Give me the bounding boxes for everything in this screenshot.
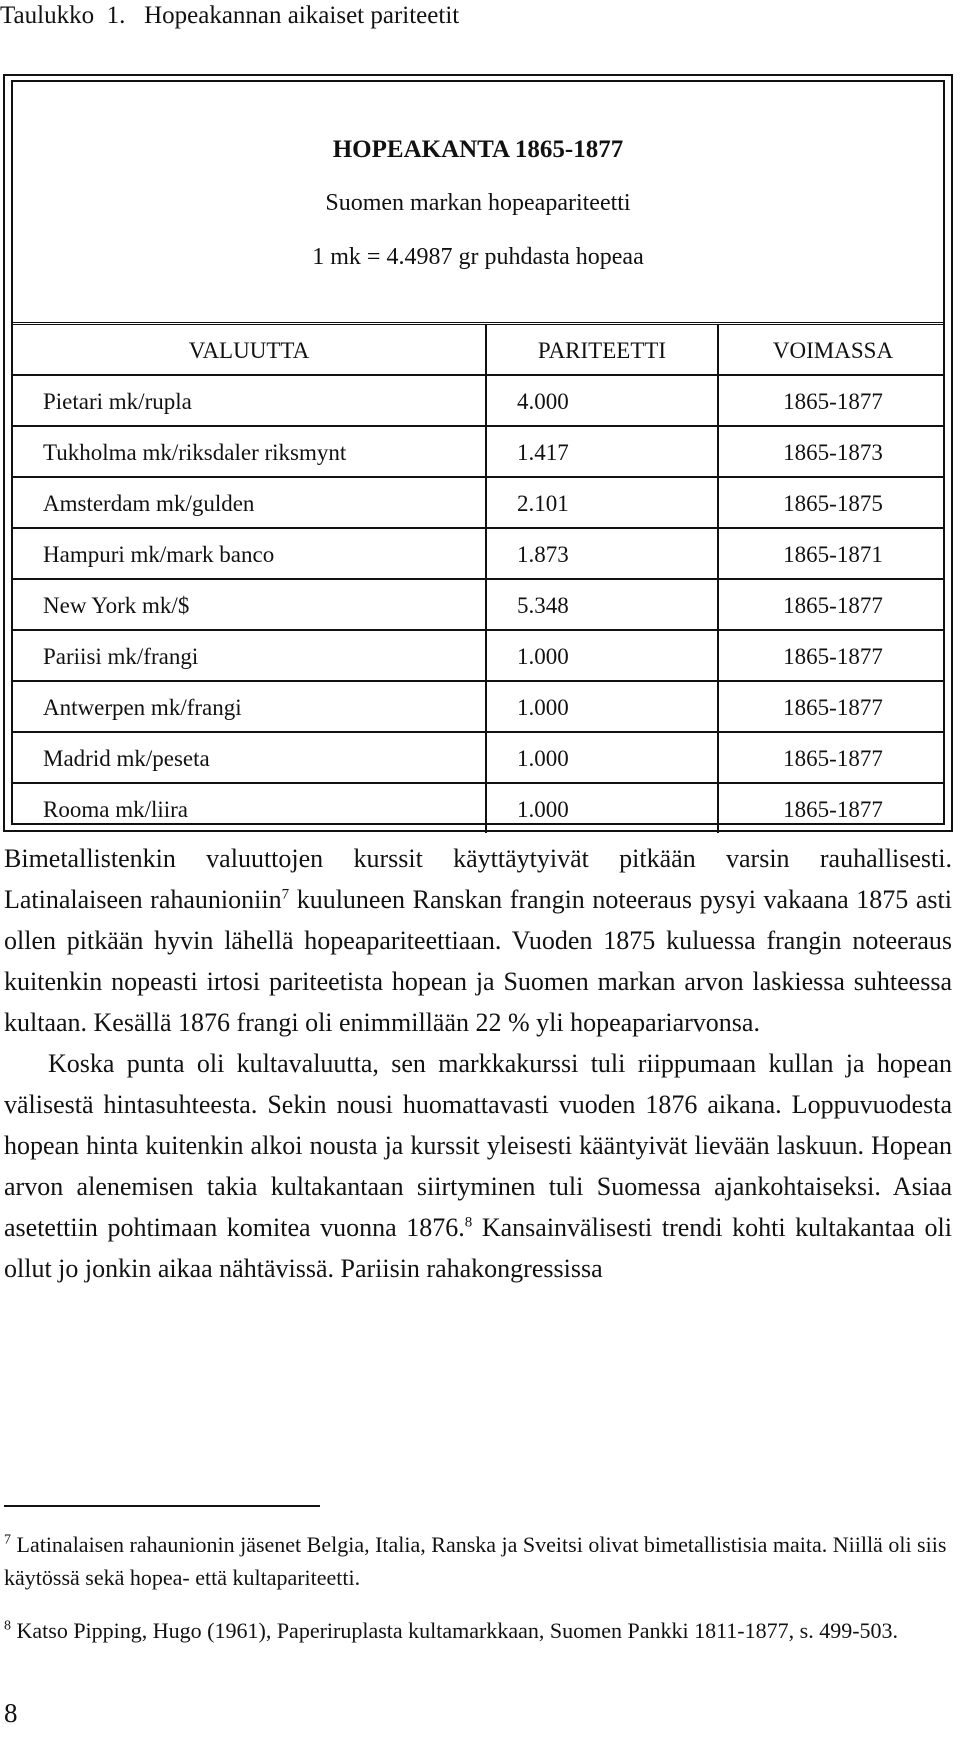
valid-period-cell: 1865-1873 (783, 440, 883, 465)
paragraph-1-text-b: kuuluneen Ranskan frangin noteeraus pysyi vakaana 1875 asti ollen pitkään hyvin lähellä hopeapariteettiaan. Vuoden 1875 kuluessa frangin noteeraus kuitenkin nopeasti irtosi pariteetista hopean ja Suomen markan arvon laskiessa suhteessa kultaan. Kesällä 1876 frangi oli enimmillään 22 % yli hopeapariarvonsa. (4, 885, 952, 1037)
table-row (13, 376, 943, 427)
table-row (13, 529, 943, 580)
valid-period-cell: 1865-1877 (783, 797, 883, 822)
paragraph-2 (4, 1043, 952, 1289)
table-subtitle: Suomen markan hopeapariteetti (325, 190, 631, 216)
currency-cell: Rooma mk/liira (43, 797, 189, 822)
currency-cell: Pietari mk/rupla (43, 389, 192, 414)
footnote-7 (4, 1528, 949, 1594)
table-row (13, 631, 943, 682)
table-row (13, 682, 943, 733)
valid-period-cell: 1865-1871 (783, 542, 883, 567)
parity-cell: 4.000 (485, 376, 719, 425)
currency-cell: Antwerpen mk/frangi (43, 695, 242, 720)
parity-table (3, 74, 953, 832)
column-header-parity: PARITEETTI (485, 325, 719, 374)
valid-period-cell: 1865-1877 (783, 644, 883, 669)
table-header-row (13, 325, 943, 376)
currency-cell: Madrid mk/peseta (43, 746, 210, 771)
parity-table-inner (11, 80, 945, 825)
valid-period-cell: 1865-1877 (783, 746, 883, 771)
table-grid (13, 322, 943, 823)
footnote-7-number: 7 (4, 1532, 11, 1548)
currency-cell: New York mk/$ (43, 593, 190, 618)
parity-cell: 1.000 (485, 682, 719, 731)
parity-cell: 1.000 (485, 631, 719, 680)
caption-title: Hopeakannan aikaiset pariteetit (144, 2, 460, 29)
paragraph-2-text-a: Koska punta oli kultavaluutta, sen markkakurssi tuli riippumaan kullan ja hopean välisestä hintasuhteesta. Sekin nousi huomattavasti vuoden 1876 aikana. Loppuvuodesta hopean hinta kuitenkin alkoi nousta ja kurssit yleisesti kääntyivät lievään laskuun. Hopean arvon alenemisen takia kultakantaan siirtyminen tuli Suomessa ajankohtaiseksi. Asiaa asetettiin pohtimaan komitea vuonna 1876. (4, 1049, 952, 1242)
footnote-8 (4, 1614, 949, 1647)
currency-cell: Tukholma mk/riksdaler riksmynt (43, 440, 347, 465)
table-header-block (13, 82, 943, 322)
currency-cell: Pariisi mk/frangi (43, 644, 199, 669)
parity-cell: 5.348 (485, 580, 719, 629)
valid-period-cell: 1865-1875 (783, 491, 883, 516)
parity-cell: 1.417 (485, 427, 719, 476)
valid-period-cell: 1865-1877 (783, 389, 883, 414)
caption-label: Taulukko 1. (0, 2, 126, 29)
footnote-divider (4, 1505, 320, 1507)
paragraph-2-text-b: Kansainvälisesti trendi kohti kultakantaa oli ollut jo jonkin aikaa nähtävissä. Pariisin rahakongressissa (4, 1213, 952, 1283)
valid-period-cell: 1865-1877 (783, 593, 883, 618)
table-row (13, 784, 943, 833)
currency-cell: Amsterdam mk/gulden (43, 491, 255, 516)
column-header-valid: VOIMASSA (772, 338, 894, 363)
footnote-ref-8: 8 (464, 1214, 473, 1231)
footnote-ref-7: 7 (281, 886, 290, 903)
table-row (13, 580, 943, 631)
footnote-7-text: Latinalaisen rahaunionin jäsenet Belgia, Italia, Ranska ja Sveitsi olivat bimetallistisia maita. Niillä oli siis käytössä sekä hopea- että kultapariteetti. (4, 1532, 947, 1590)
footnote-8-number: 8 (4, 1618, 11, 1634)
table-caption (0, 2, 459, 30)
table-title: HOPEAKANTA 1865-1877 (332, 136, 624, 163)
parity-cell: 2.101 (485, 478, 719, 527)
page-number: 8 (4, 1698, 18, 1728)
table-row (13, 427, 943, 478)
column-header-currency: VALUUTTA (188, 338, 310, 363)
valid-period-cell: 1865-1877 (783, 695, 883, 720)
table-row (13, 733, 943, 784)
currency-cell: Hampuri mk/mark banco (43, 542, 275, 567)
body-text (4, 838, 952, 1289)
footnote-8-text: Katso Pipping, Hugo (1961), Paperiruplasta kultamarkkaan, Suomen Pankki 1811-1877, s. 499-503. (16, 1618, 899, 1643)
parity-cell: 1.873 (485, 529, 719, 578)
table-definition: 1 mk = 4.4987 gr puhdasta hopeaa (312, 244, 644, 270)
parity-cell: 1.000 (485, 784, 719, 833)
paragraph-1-text-a: Bimetallistenkin valuuttojen kurssit käyttäytyivät pitkään varsin rauhallisesti. Latinalaiseen rahaunioniin (4, 844, 952, 914)
table-row (13, 478, 943, 529)
paragraph-1 (4, 838, 952, 1043)
parity-cell: 1.000 (485, 733, 719, 782)
